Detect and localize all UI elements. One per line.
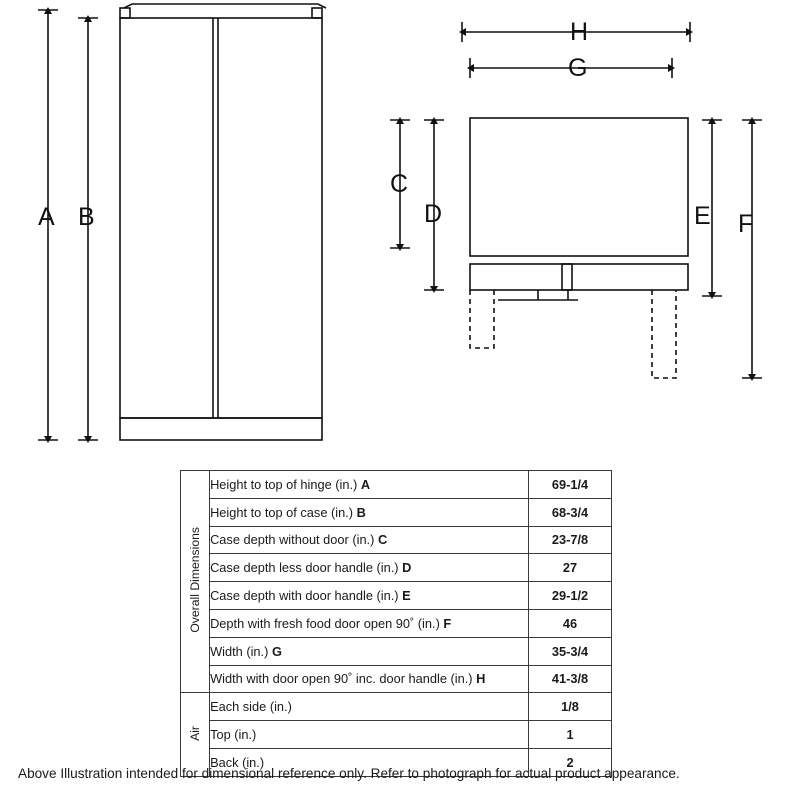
row-letter: B xyxy=(356,504,366,520)
row-label-text: Back (in.) xyxy=(210,754,265,770)
row-value: 69-1/4 xyxy=(529,471,612,499)
row-label xyxy=(210,693,529,721)
dimension-letter-b: B xyxy=(78,203,95,231)
row-value: 68-3/4 xyxy=(529,498,612,526)
table-row xyxy=(181,526,612,554)
row-value: 27 xyxy=(529,554,612,582)
refrigerator-front-view xyxy=(120,4,326,440)
row-label xyxy=(210,498,529,526)
dimension-letter-a: A xyxy=(38,203,55,231)
table-row xyxy=(181,637,612,665)
dimension-letter-h: H xyxy=(570,18,589,46)
row-value: 41-3/8 xyxy=(529,665,612,693)
table-row xyxy=(181,471,612,499)
group-label-text: Air xyxy=(188,725,203,741)
specifications-table xyxy=(180,470,612,777)
dimension-letter-c: C xyxy=(390,170,409,198)
row-label xyxy=(210,665,529,693)
row-letter: E xyxy=(402,588,411,604)
row-label-text: Case depth without door (in.) xyxy=(210,532,378,548)
table-row xyxy=(181,554,612,582)
group-label-air xyxy=(181,693,210,776)
table-row xyxy=(181,609,612,637)
row-label-text: Case depth with door handle (in.) xyxy=(210,588,403,604)
refrigerator-top-view xyxy=(470,118,688,378)
row-value: 1/8 xyxy=(529,693,612,721)
row-value: 29-1/2 xyxy=(529,582,612,610)
row-letter: A xyxy=(360,476,371,492)
table-row xyxy=(181,721,612,749)
row-label xyxy=(210,582,529,610)
row-value: 2 xyxy=(529,748,612,776)
dimension-letter-e: E xyxy=(694,202,711,230)
table-row xyxy=(181,582,612,610)
group-label-text: Overall Dimensions xyxy=(188,527,203,634)
table-row xyxy=(181,693,612,721)
row-label xyxy=(210,637,529,665)
row-label-text: Height to top of hinge (in.) xyxy=(210,476,361,492)
row-letter: H xyxy=(476,671,486,687)
row-label-text: Top (in.) xyxy=(210,727,257,743)
table-row xyxy=(181,498,612,526)
row-letter: C xyxy=(377,532,388,548)
row-label xyxy=(210,471,529,499)
row-label-text: Depth with fresh food door open 90˚ (in.) xyxy=(210,615,444,631)
footnote-text: Above Illustration intended for dimensional reference only. Refer to photograph for actual product appearance. xyxy=(18,766,680,781)
dimension-letter-d: D xyxy=(424,200,443,228)
row-value: 23-7/8 xyxy=(529,526,612,554)
row-label xyxy=(210,554,529,582)
dimension-f-arrow xyxy=(742,120,762,378)
row-value: 46 xyxy=(529,609,612,637)
row-letter: G xyxy=(271,643,282,659)
group-label-overall-dimensions xyxy=(181,471,210,693)
dimension-letter-g: G xyxy=(568,54,588,82)
row-label xyxy=(210,526,529,554)
row-letter: D xyxy=(402,560,412,576)
row-value: 35-3/4 xyxy=(529,637,612,665)
row-label xyxy=(210,609,529,637)
row-label-text: Each side (in.) xyxy=(210,699,292,715)
row-value: 1 xyxy=(529,721,612,749)
table-row xyxy=(181,665,612,693)
row-label-text: Width (in.) xyxy=(210,643,272,659)
row-label-text: Case depth less door handle (in.) xyxy=(210,560,403,576)
row-label-text: Width with door open 90˚ inc. door handle (in.) xyxy=(210,671,477,687)
dimension-letter-f: F xyxy=(738,210,754,238)
row-label-text: Height to top of case (in.) xyxy=(210,504,357,520)
row-label xyxy=(210,721,529,749)
row-letter: F xyxy=(443,615,452,631)
